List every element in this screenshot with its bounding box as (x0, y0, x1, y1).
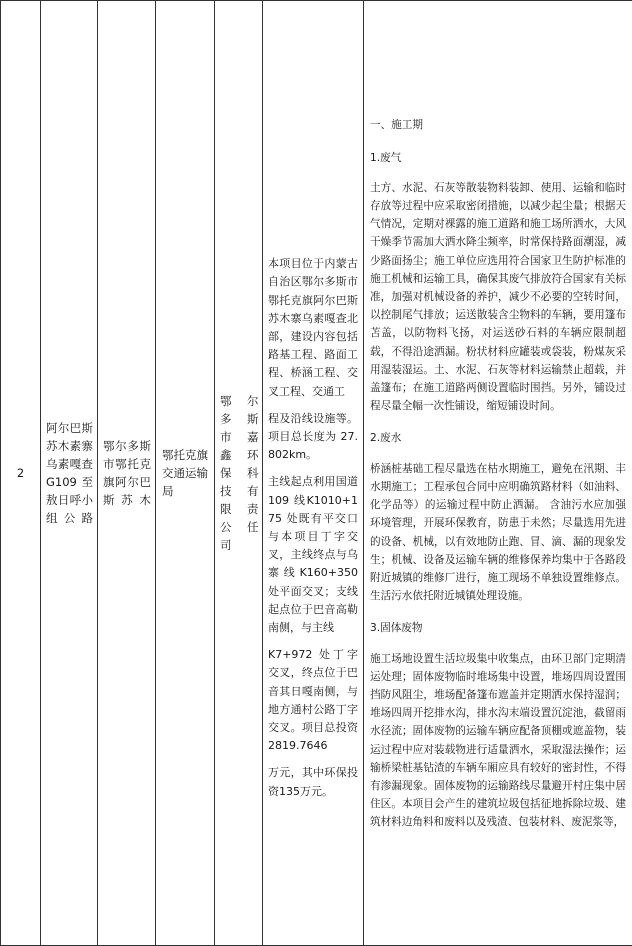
description-paragraph: 万元，其中环保投资135万元。 (268, 766, 358, 798)
project-name: 阿尔巴斯苏木素寨乌素嘎查G109至敖日呼小组公路 (46, 421, 93, 525)
table-row (1, 1, 632, 946)
authority-cell (156, 1, 215, 946)
approval-authority: 鄂托克旗交通运输局 (162, 448, 208, 498)
description-cell (263, 1, 364, 946)
environmental-measures (364, 114, 632, 831)
measures-cell (364, 1, 632, 946)
location-cell (98, 1, 156, 946)
section-body-solid-waste: 施工场地设置生活垃圾集中收集点，由环卫部门定期清运处理；固体废物临时堆场集中设置，堆场四周设置围挡防风阻尘，堆场配备篷布遮盖并定期洒水保持湿润；堆场四周开挖排水沟，排水沟末端设置沉淀池，截留雨水径流；固体废物的运输车辆应配备顶棚或遮盖物，装运过程中应对装载物进行适量洒水，采取湿法操作；运输桥梁桩基钻渣的车辆车厢应具有较好的密封性，不得有渗漏现象。固体废物的运输路线尽量避开村庄集中居住区。本项目会产生的建筑垃圾包括征地拆除垃圾、建筑材料边角料和废料以及残渣、包装材料、废泥浆等， (370, 652, 626, 829)
construction-unit-col2: 尔斯嘉环科有责任 (247, 394, 259, 534)
description-paragraph: 本项目位于内蒙古自治区鄂尔多斯市鄂托克旗阿尔巴斯苏木寨乌素嘎查北部，建设内容包括路基工程、路面工程、桥涵工程、交叉工程、交通工 (268, 257, 358, 398)
section-title-solid-waste: 3.固体废物 (370, 622, 423, 635)
row-number-cell (1, 1, 41, 946)
description-paragraph: 主线起点利用国道 109 线K1010+175 处既有平交口与本项目丁字交叉，主线终点与乌寨线K160+350 处平面交叉；支线起点位于巴音高勒南侧，与主线 (268, 475, 358, 635)
description-paragraph: 程及沿线设施等。项目总长度为 27.802km。 (268, 411, 358, 462)
project-location: 鄂尔多斯市鄂托克旗阿尔巴斯苏木 (103, 439, 151, 507)
section-title-water: 2.废水 (370, 432, 402, 445)
measures-heading: 一、施工期 (370, 119, 423, 132)
unit-cell (215, 1, 263, 946)
section-body-water: 桥涵桩基础工程尽量选在枯水期施工，避免在汛期、丰水期施工；工程承包合同中应明确筑路材料（如油料、化学品等）的运输过程中防止洒漏。 含油污水应加强环境管理，开展环保教育，防患于未然；尽量选用先进的设备、机械，以有效地防止跑、冒、滴、漏的现象发生；机械、设备及运输车辆的维修保养均集中于各路段附近城镇的维修厂进行，施工现场不单独设置维修点。生活污水依托附近城镇处理设施。 (370, 462, 626, 603)
description-paragraph: K7+972 处丁字交叉，终点位于巴音其日嘎南侧，与地方通村公路丁字交叉。项目总投资2819.7646 (268, 648, 358, 753)
section-body-air: 土方、水泥、石灰等散装物料装卸、使用、运输和临时存放等过程中应采取密闭措施，以减少起尘量；根据天气情况，定期对裸露的施工道路和施工场所洒水，大风干燥季节需加大洒水降尘频率，时常保持路面潮湿，减少路面扬尘；施工单位应选用符合国家卫生防护标准的施工机械和运输工具，确保其废气排放符合国家有关标准，加强对机械设备的养护，减少不必要的空转时间，以控制尾气排放；运送散装含尘物料的车辆，要用篷布苫盖，以防物料飞扬，对运送砂石料的车辆应限制超载，不得沿途洒漏。粉状材料应罐装或袋装，粉煤灰采用湿装湿运。土、水泥、石灰等材料运输禁止超载，并盖篷布；在施工道路两侧设置临时围挡。另外，铺设过程尽量全幅一次性铺设，缩短铺设时间。 (370, 181, 626, 413)
project-name-cell (41, 1, 98, 946)
row-number: 2 (16, 466, 25, 480)
project-description (263, 145, 363, 801)
construction-unit-col1: 鄂多市鑫保技限公司 (220, 394, 232, 552)
section-title-air: 1.废气 (370, 151, 402, 164)
